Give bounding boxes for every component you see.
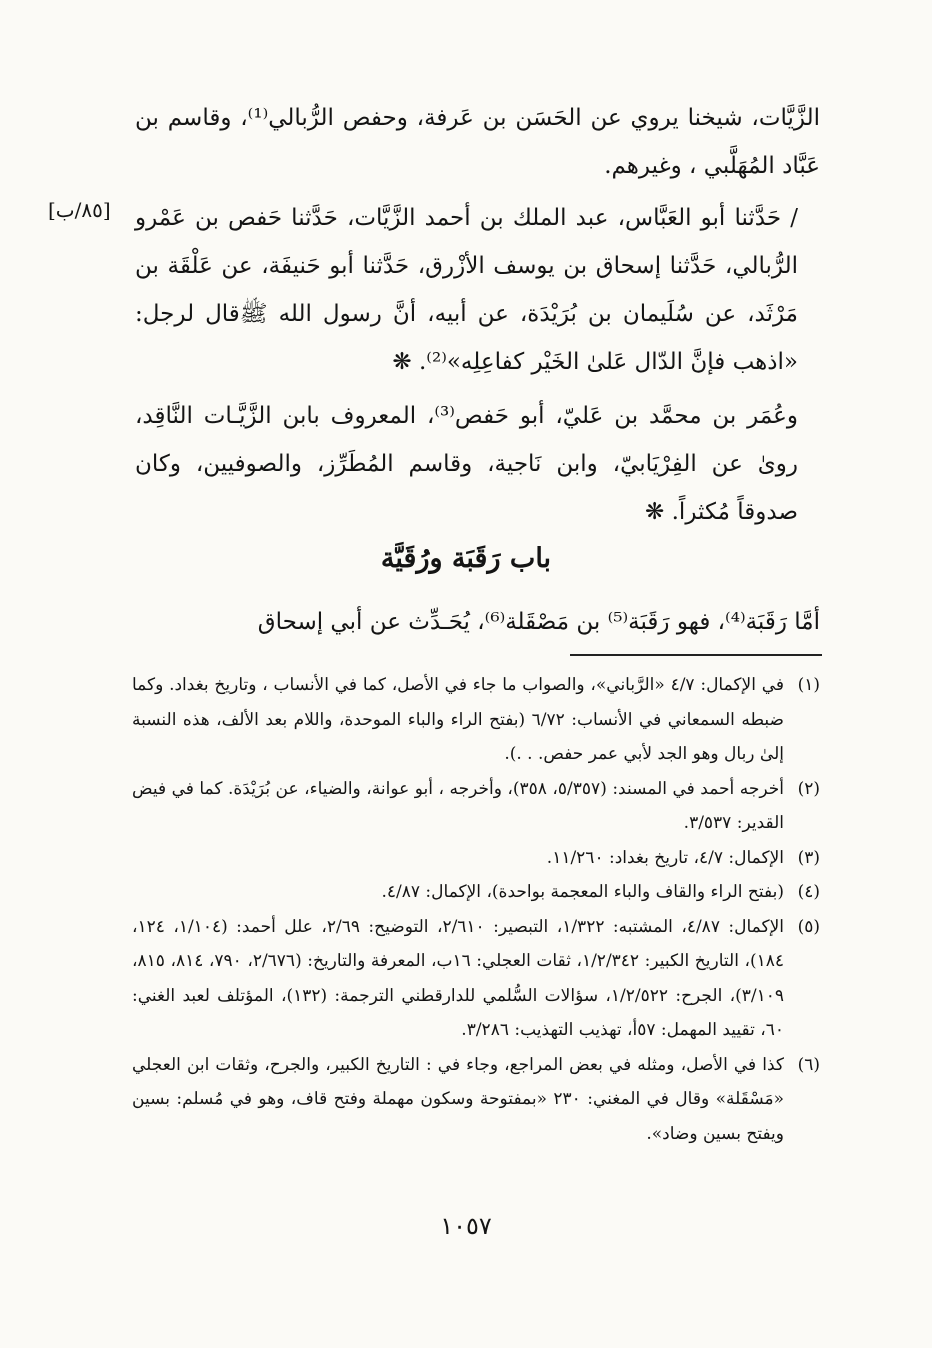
footnote-number: (٢) (797, 778, 820, 799)
footnote-number: (٥) (797, 916, 820, 937)
footnote-text: (بفتح الراء والقاف والباء المعجمة بواحدة)، الإكمال: ٤/٨٧. (381, 882, 784, 902)
footnote-text: أخرجه أحمد في المسند: (٥/٣٥٧، ٣٥٨)، وأخرجه ، أبو عوانة، والضياء، عن بُرَيْدَة. كما في فيض القدير: ٣/٥٣٧. (132, 778, 784, 833)
footnote (132, 1048, 820, 1152)
footnote-text: كذا في الأصل، ومثله في بعض المراجع، وجاء في : التاريخ الكبير، والجرح، وثقات ابن العجلي «مَسْقَلة» وقال في المغني: ٢٣٠ «بمفتوحة وسكون مهملة وفتح قاف، وهو في مُسلم: بسين ويفتح بسين وضاد». (132, 1054, 784, 1144)
footnote-separator (570, 654, 822, 656)
paragraph-biography-umar (135, 392, 820, 536)
footnote-number: (٦) (797, 1054, 820, 1075)
footnote-text: في الإكمال: ٤/٧ «الرَّباني»، والصواب ما جاء في الأصل، كما في الأنساب ، وتاريخ بغداد. وكما ضبطه السمعاني في الأنساب: ٦/٧٢ (بفتح الراء والباء الموحدة، واللام بعد الألف، هذه النسبة إلىٰ ربال وهو الجد لأبي عمر حفص. . .). (132, 675, 785, 764)
paragraph-text: أمَّا رَقَبَة⁽⁴⁾، فهو رَقَبَة⁽⁵⁾ بن مَصْقَلة⁽⁶⁾، يُحَـدِّث عن أبي إسحاق (257, 609, 820, 635)
footnotes (132, 668, 820, 1151)
footnote-text: الإكمال: ٤/٧، تاريخ بغداد: ١١/٢٦٠. (546, 847, 784, 868)
footnote-text: الإكمال: ٤/٨٧، المشتبه: ١/٣٢٢، التبصير: ٢/٦١٠، التوضيح: ٢/٦٩، علل أحمد: (١/١٠٤، ١٢٤، ١٨٤)، التاريخ الكبير: ١/٢/٣٤٢، ثقات العجلي: ١٦ب، المعرفة والتاريخ: (٢/٦٧٦، ٧٩٠، ٨١٤، ٨١٥، ٣/١٠٩)، الجرح: ١/٢/٥٢٢، سؤالات السُّلمي للدارقطني الترجمة: (١٣٢)، المؤتلف لعبد الغني: ٦٠، تقييد المهمل: ٥٧أ، تهذيب التهذيب: ٣/٢٨٦. (132, 916, 784, 1040)
footnote (132, 668, 820, 772)
paragraph-text: الزَّيَّات، شيخنا يروي عن الحَسَن بن عَرفة، وحفص الرُّبالي⁽¹⁾، وقاسم بن عَبَّاد المُهَلَّبي ، وغيرهم. (135, 105, 820, 179)
footnote-number: (٣) (797, 847, 820, 868)
chapter-heading: باب رَقَبَة ورُقَيَّة (380, 543, 552, 574)
page-number: ١٠٥٧ (440, 1212, 492, 1240)
footnote (132, 772, 820, 841)
footnote (132, 875, 820, 910)
paragraph-biography-intro (135, 94, 820, 190)
paragraph-text: وعُمَر بن محمَّد بن عَليّ، أبو حَفص⁽³⁾، المعروف بابن الزَّيَّـات النَّاقِد، روىٰ عن الفِرْيَابيّ، وابن نَاجية، وقاسم المُطَرِّز، والصوفيين، وكان صدوقاً مُكثراً. ❋ (135, 403, 798, 525)
footnote (132, 910, 820, 1048)
paragraph-raqaba (135, 598, 820, 646)
paragraph-hadith (135, 194, 820, 386)
footnote-number: (٤) (797, 882, 820, 902)
footnote (132, 841, 820, 876)
manuscript-folio-marker: [٨٥/ب] (48, 198, 111, 222)
footnote-number: (١) (797, 675, 820, 695)
paragraph-text: / حَدَّثنا أبو العَبَّاس، عبد الملك بن أحمد الزَّيَّات، حَدَّثنا حَفص بن عَمْرو الرُّبالي، حَدَّثنا إسحاق بن يوسف الأزْرق، حَدَّثنا أبو حَنيفَة، عن عَلْقَة بن مَرْثَد، عن سُلَيمان بن بُرَيْدَة، عن أبيه، أنَّ رسول الله ﷺقال لرجل: «اذهب فإنَّ الدّال عَلىٰ الخَيْر كفاعِلِه»⁽²⁾. ❋ (135, 205, 799, 375)
